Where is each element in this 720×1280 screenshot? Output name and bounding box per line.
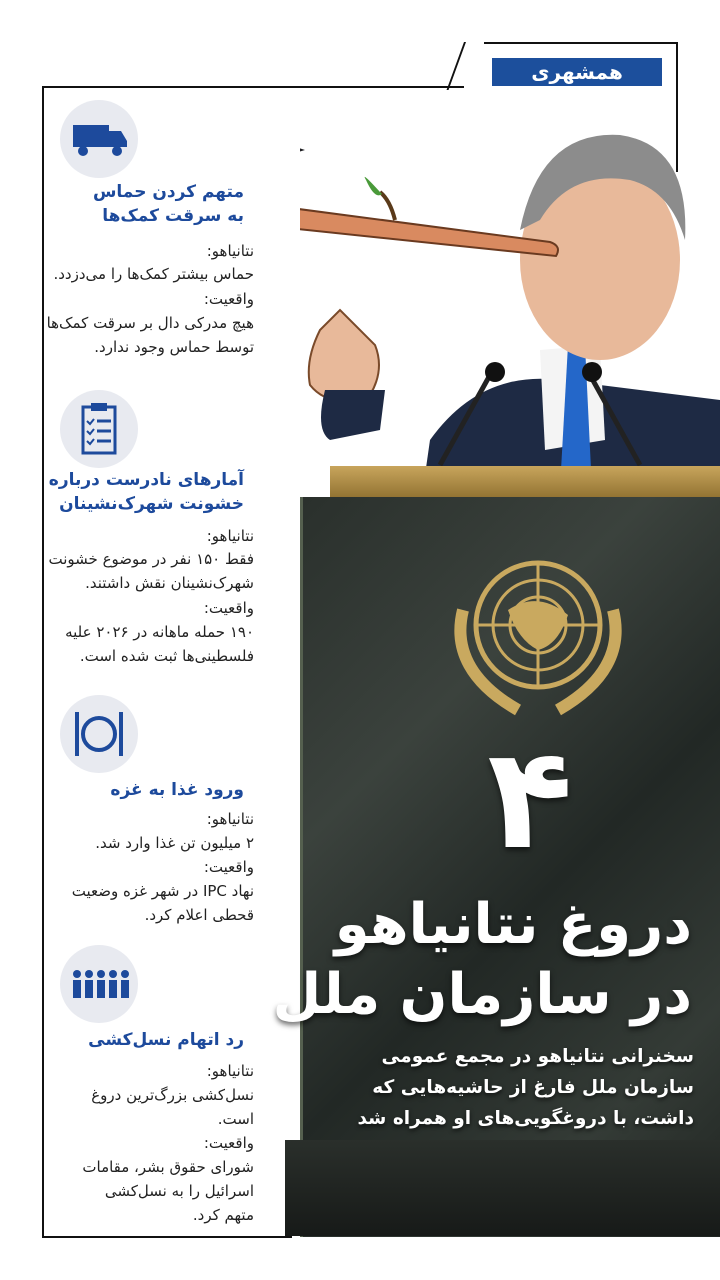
- section-1-fact-2: توسط حماس وجود ندارد.: [94, 338, 254, 356]
- section-3-claim-label: نتانیاهو:: [206, 810, 254, 828]
- headline-number: ۴: [487, 718, 573, 881]
- section-2-title-1: آمارهای نادرست درباره: [48, 470, 244, 490]
- frame-bottom-line: [42, 1236, 292, 1238]
- section-3-claim-1: ۲ میلیون تن غذا وارد شد.: [95, 834, 254, 852]
- section-3-fact-1: نهاد IPC در شهر غزه وضعیت: [71, 882, 254, 900]
- section-4-fact-3: متهم کرد.: [192, 1206, 254, 1224]
- sleeve: [321, 390, 385, 440]
- mic-head-left: [485, 362, 505, 382]
- frame-slant: [447, 42, 466, 90]
- section-4-icon-circle: [60, 945, 138, 1023]
- frame-top-line: [484, 42, 678, 44]
- section-2-title-2: خشونت شهرک‌نشینان: [59, 494, 244, 514]
- subline-1: سخنرانی نتانیاهو در مجمع عمومی: [381, 1046, 694, 1067]
- section-1-fact-label: واقعیت:: [203, 290, 254, 308]
- section-1-claim-label: نتانیاهو:: [206, 242, 254, 260]
- section-4-claim-label: نتانیاهو:: [206, 1062, 254, 1080]
- twig: [380, 192, 395, 220]
- crow-shape: [300, 134, 305, 202]
- section-3-icon-circle: [60, 695, 138, 773]
- section-4-claim-1: نسل‌کشی بزرگ‌ترین دروغ: [91, 1086, 254, 1104]
- frame-left-line: [42, 86, 44, 1238]
- section-1-fact-1: هیچ مدرکی دال بر سرقت کمک‌ها: [46, 314, 254, 332]
- section-2-claim-2: شهرک‌نشینان نقش داشتند.: [85, 574, 254, 592]
- pointing-hand: [309, 310, 379, 401]
- section-2-fact-2: فلسطینی‌ها ثبت شده است.: [79, 647, 254, 665]
- brand-logo[interactable]: همشهری: [492, 58, 662, 86]
- podium-top: [330, 466, 720, 500]
- plate-cutlery-icon: [69, 704, 129, 764]
- section-1-title-2: به سرقت کمک‌ها: [102, 206, 244, 226]
- long-nose: [300, 200, 558, 256]
- section-4-fact-2: اسرائیل را به نسل‌کشی: [104, 1182, 254, 1200]
- headline-line2: در سازمان ملل: [272, 962, 692, 1027]
- people-group-icon: [69, 954, 129, 1014]
- frame-top-left-line: [42, 86, 464, 88]
- section-1-title-1: متهم کردن حماس: [92, 182, 244, 202]
- podium-base: [285, 1140, 720, 1236]
- section-2-fact-1: ۱۹۰ حمله ماهانه در ۲۰۲۶ علیه: [65, 623, 254, 641]
- truck-icon: [69, 109, 129, 169]
- subline-2: سازمان ملل فارغ از حاشیه‌هایی که: [372, 1077, 694, 1098]
- section-2-icon-circle: [60, 390, 138, 468]
- section-1-icon-circle: [60, 100, 138, 178]
- section-4-fact-1: شورای حقوق بشر، مقامات: [82, 1158, 254, 1176]
- section-2-claim-1: فقط ۱۵۰ نفر در موضوع خشونت: [48, 550, 254, 568]
- section-3-fact-2: قحطی اعلام کرد.: [144, 906, 254, 924]
- section-1-claim-1: حماس بیشتر کمک‌ها را می‌دزدد.: [53, 265, 254, 283]
- subline-3: داشت، با دروغگویی‌های او همراه شد: [357, 1108, 694, 1129]
- section-2-claim-label: نتانیاهو:: [206, 527, 254, 545]
- headline-line1: دروغ نتانیاهو: [334, 892, 692, 957]
- un-emblem: [438, 550, 638, 720]
- section-3-title-1: ورود غذا به غزه: [110, 780, 244, 800]
- clipboard-checklist-icon: [69, 399, 129, 459]
- section-4-claim-2: است.: [217, 1110, 254, 1128]
- section-2-fact-label: واقعیت:: [203, 599, 254, 617]
- section-4-title-1: رد اتهام نسل‌کشی: [88, 1030, 244, 1050]
- section-4-fact-label: واقعیت:: [203, 1134, 254, 1152]
- mic-head-right: [582, 362, 602, 382]
- section-3-fact-label: واقعیت:: [203, 858, 254, 876]
- leaf: [365, 177, 382, 196]
